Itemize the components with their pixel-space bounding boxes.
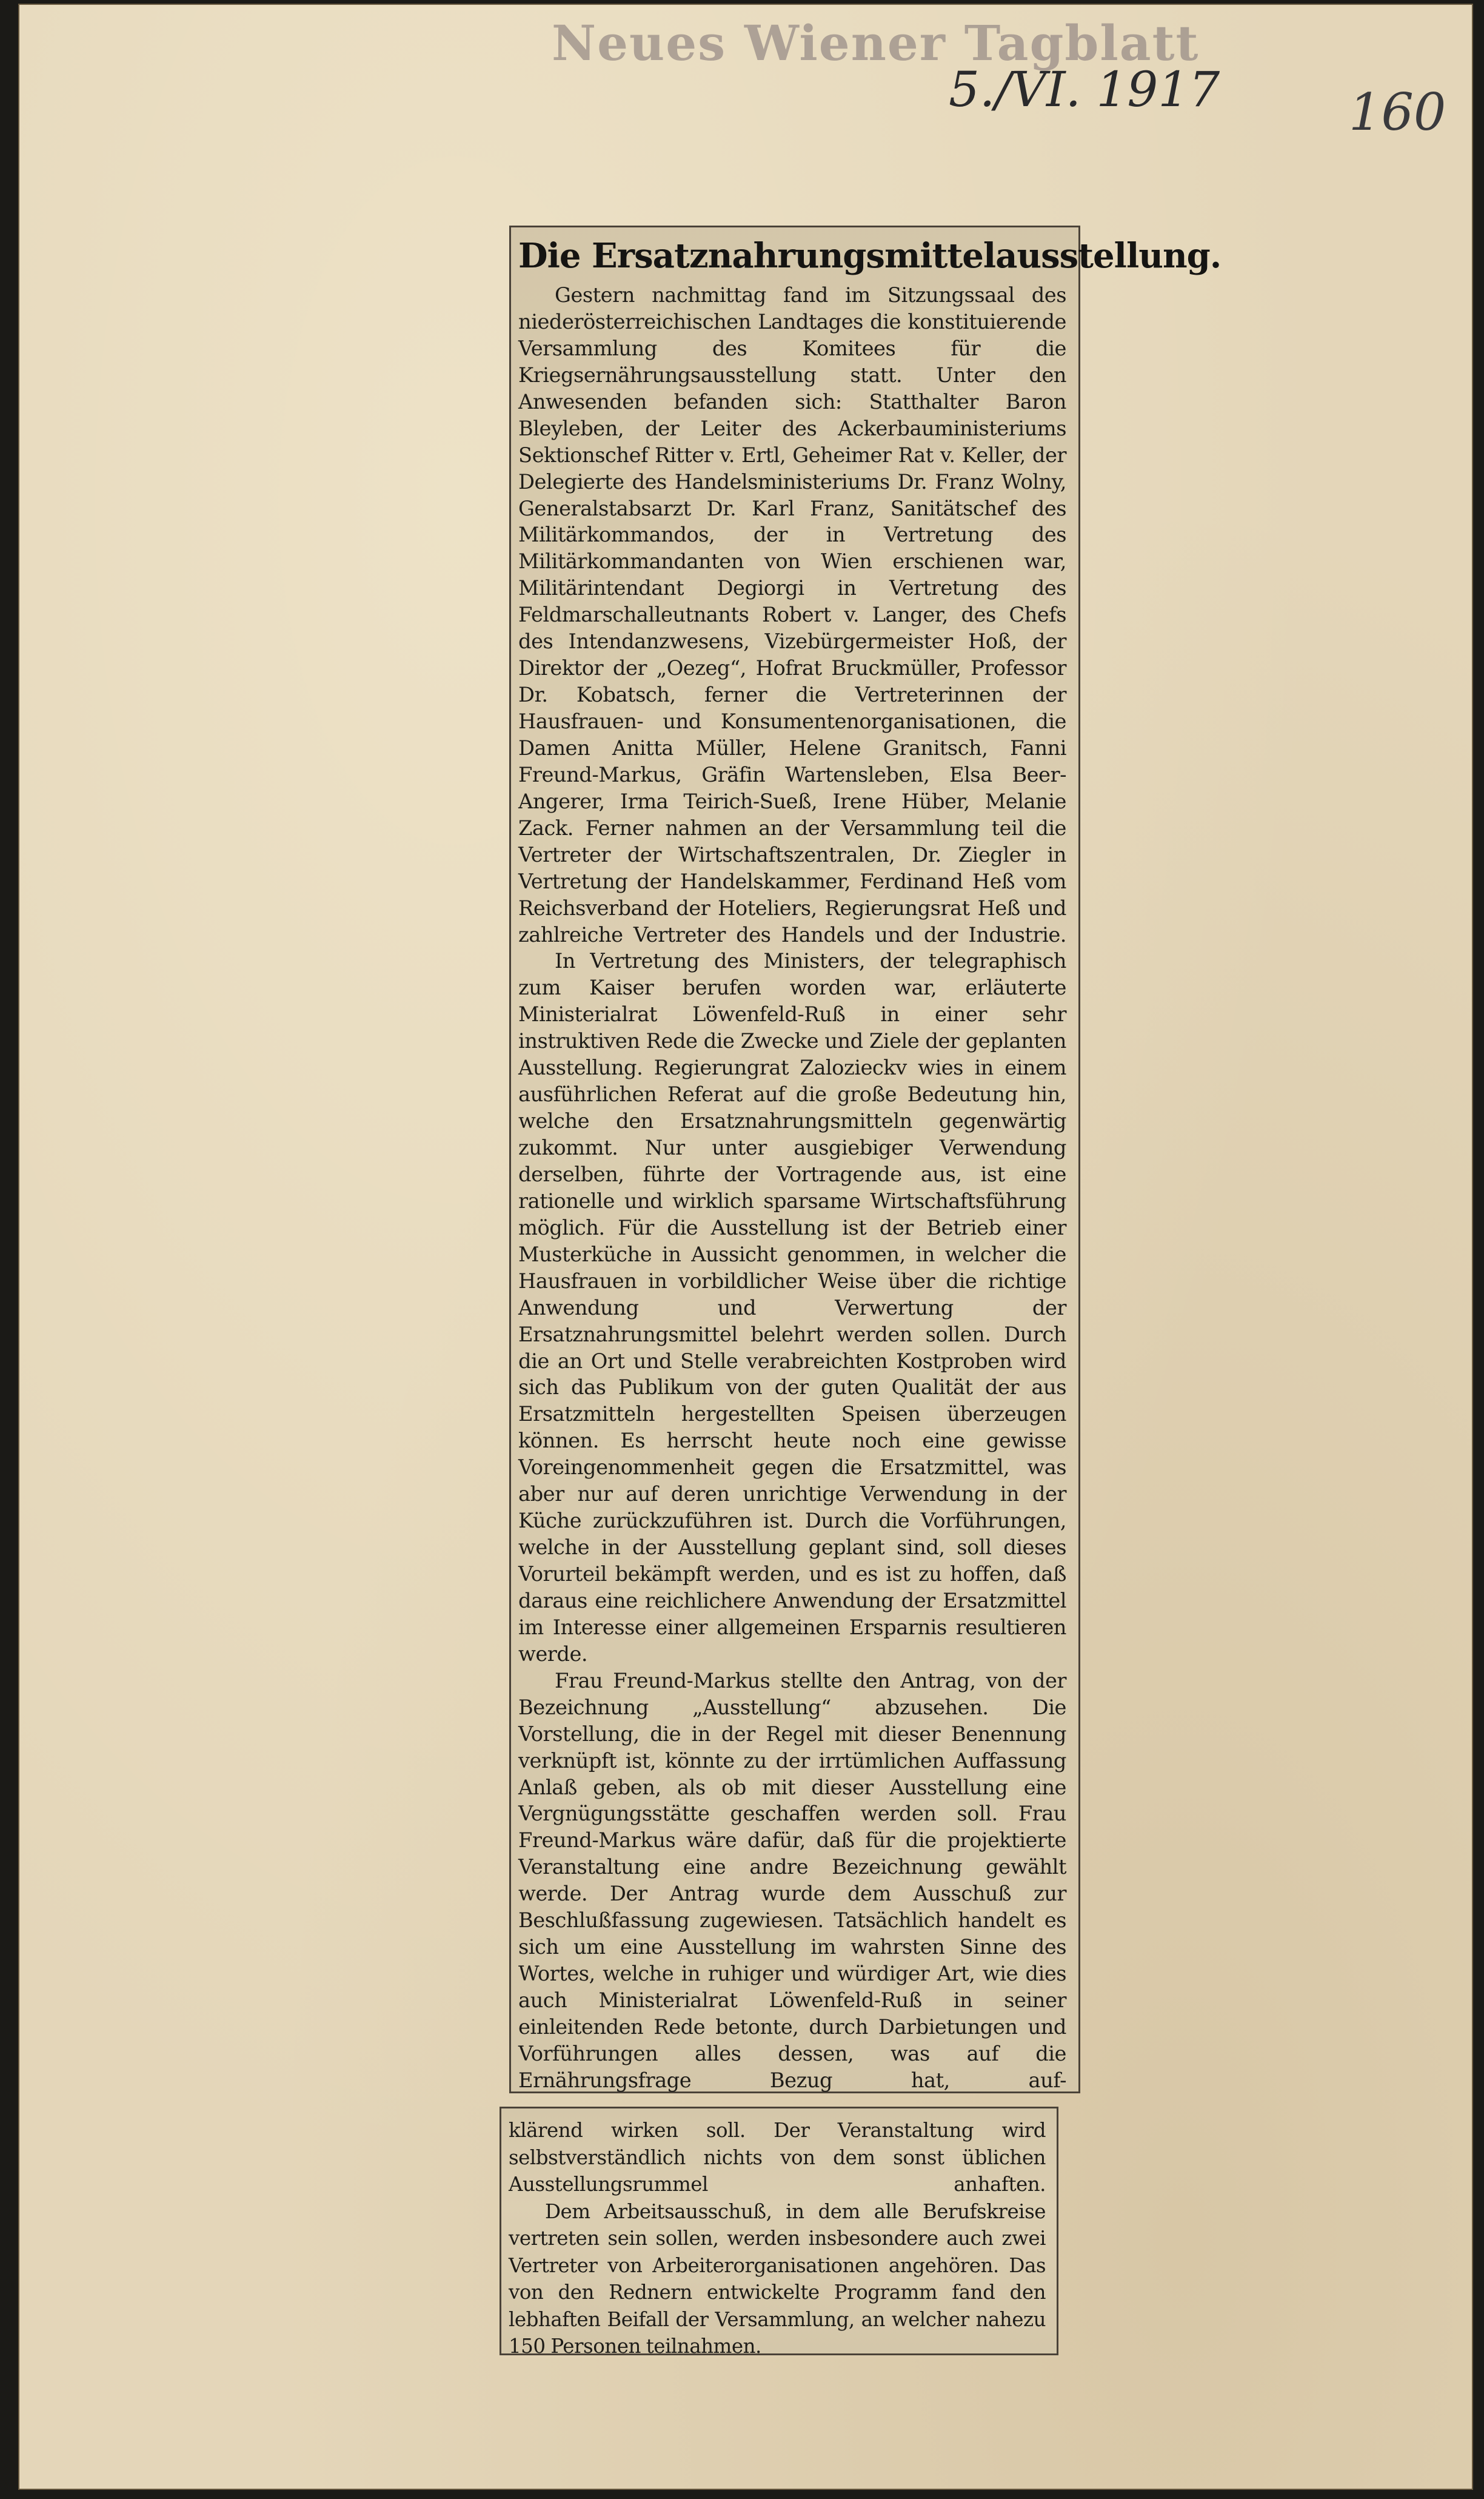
article-paragraph: klärend wirken soll. Der Veranstaltung wird selbstverständlich nichts von dem sonst üblichen Ausstellungsrummel anhaften. [509,2119,1046,2196]
newspaper-name-stamp: Neues Wiener Tagblatt [552,15,1200,72]
article-paragraph: Frau Freund-Markus stellte den Antrag, von der Bezeichnung „Ausstellung“ abzusehen. Die Vorstellung, die in der Regel mit dieser Benennung verknüpft ist, könnte zu der irrtümlichen Auffassung Anlaß geben, als ob mit dieser Ausstellung eine Vergnügungsstätte geschaffen werden soll. Frau Freund-Markus wäre dafür, daß für die projektierte Veranstaltung eine andre Bezeichnung gewählt werde. Der Antrag wurde dem Ausschuß zur Beschlußfassung zugewiesen. Tatsächlich handelt es sich um eine Ausstellung im wahrsten Sinne des Wortes, welche in ruhiger und würdiger Art, wie dies auch Ministerialrat Löwenfeld-Ruß in seiner einleitenden Rede betonte, durch Darbietungen und Vorführungen alles dessen, was auf die Ernährungsfrage Bezug hat, auf- [518,1668,1066,2092]
handwritten-date: 5./VI. 1917 [949,61,1220,118]
article-paragraph: In Vertretung des Ministers, der telegraphisch zum Kaiser berufen worden war, erläuterte Ministerialrat Löwenfeld-Ruß in einer sehr instruktiven Rede die Zwecke und Ziele der geplanten Ausstellung. Regierungrat Zalozieckv wies in einem ausführlichen Referat auf die große Bedeutung hin, welche den Ersatznahrungsmitteln gegenwärtig zukommt. Nur unter ausgiebiger Verwendung derselben, führte der Vortragende aus, ist eine rationelle und wirklich sparsame Wirtschaftsführung möglich. Für die Ausstellung ist der Betrieb einer Musterküche in Aussicht genommen, in welcher die Hausfrauen in vorbildlicher Weise über die richtige Anwendung und Verwertung der Ersatznahrungsmittel belehrt werden sollen. Durch die an Ort und Stelle verabreichten Kostproben wird sich das Publikum von der guten Qualität der aus Ersatzmitteln hergestellten Speisen überzeugen können. Es herrscht heute noch eine gewisse Voreingenommenheit gegen die Ersatzmittel, was aber nur auf deren unrichtige Verwendung in der Küche zurückzuführen ist. Durch die Vorführungen, welche in der Ausstellung geplant sind, soll dieses Vorurteil bekämpft werden, und es ist zu hoffen, daß daraus eine reichlichere Anwendung der Ersatzmittel im Interesse einer allgemeinen Ersparnis resultieren werde. [518,949,1066,1666]
newspaper-clipping-main [509,226,1222,2093]
article-headline: Die Ersatznahrungsmittelausstellung. [518,236,1222,276]
newspaper-clipping-continuation [500,2107,1058,2358]
article-paragraph: Dem Arbeitsausschuß, in dem alle Berufskreise vertreten sein sollen, werden insbesondere auch zwei Vertreter von Arbeiterorganisationen angehören. Das von den Rednern entwickelte Programm fand den lebhaften Beifall der Versammlung, an welcher nahezu 150 Personen teilnahmen. [509,2199,1046,2358]
article-paragraph: Gestern nachmittag fand im Sitzungssaal des niederösterreichischen Landtages die konstituierende Versammlung des Komitees für die Kriegsernährungsausstellung statt. Unter den Anwesenden befanden sich: Statthalter Baron Bleyleben, der Leiter des Ackerbauministeriums Sektionschef Ritter v. Ertl, Geheimer Rat v. Keller, der Delegierte des Handelsministeriums Dr. Franz Wolny, Generalstabsarzt Dr. Karl Franz, Sanitätschef des Militärkommandos, der in Vertretung des Militärkommandanten von Wien erschienen war, Militärintendant Degiorgi in Vertretung des Feldmarschalleutnants Robert v. Langer, des Chefs des Intendanzwesens, Vizebürgermeister Hoß, der Direktor der „Oezeg“, Hofrat Bruckmüller, Professor Dr. Kobatsch, ferner die Vertreterinnen der Hausfrauen- und Konsumentenorganisationen, die Damen Anitta Müller, Helene Granitsch, Fanni Freund-Markus, Gräfin Wartensleben, Elsa Beer-Angerer, Irma Teirich-Sueß, Irene Hüber, Melanie Zack. Ferner nahmen an der Versammlung teil die Vertreter der Wirtschaftszentralen, Dr. Ziegler in Vertretung der Handelskammer, Ferdinand Heß vom Reichsverband der Hoteliers, Regierungsrat Heß und zahlreiche Vertreter des Handels und der Industrie. [518,283,1066,947]
handwritten-page-number: 160 [1349,82,1446,142]
